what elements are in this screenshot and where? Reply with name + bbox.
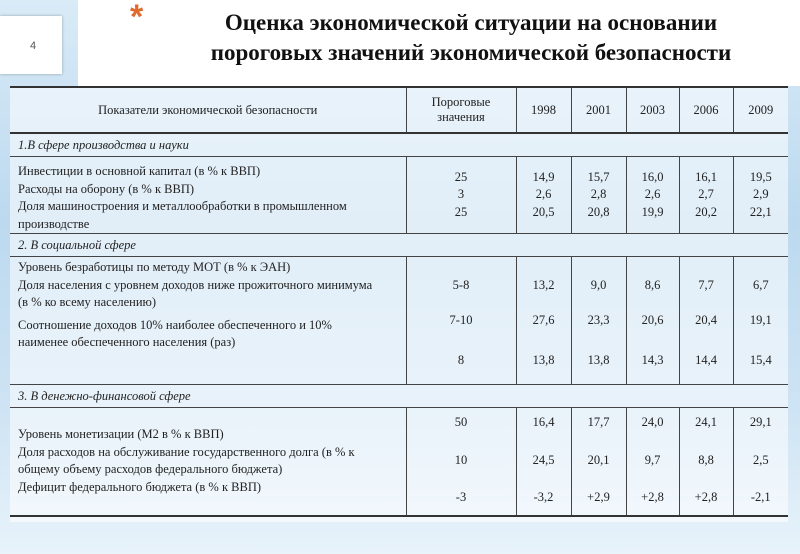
data-value: 2,9 <box>752 187 769 202</box>
data-value: 24,1 <box>695 415 717 429</box>
threshold-value: 7-10 <box>449 312 473 327</box>
data-value: 17,7 <box>587 415 610 429</box>
data-value: 19,9 <box>641 204 664 219</box>
title-line-1: Оценка экономической ситуации на основании <box>224 10 718 35</box>
threshold-value: 5-8 <box>452 278 470 292</box>
section-header-row <box>10 234 788 257</box>
year-cell <box>626 257 679 385</box>
data-value: 2,7 <box>698 187 714 202</box>
data-value: 8,8 <box>698 452 714 467</box>
data-value: +2,8 <box>694 490 718 504</box>
data-value: 20,5 <box>532 204 555 219</box>
data-value: -2,1 <box>750 490 771 504</box>
table-row <box>10 408 788 516</box>
threshold-value: 3 <box>457 187 465 202</box>
data-value: 6,7 <box>752 278 769 292</box>
header-year: 2006 <box>679 87 733 133</box>
data-value: 14,9 <box>532 169 555 184</box>
table-row <box>10 157 788 234</box>
header-indicators: Показатели экономической безопасности <box>10 87 406 133</box>
indicator-label: Уровень монетизации (М2 в % к ВВП) <box>18 427 224 441</box>
threshold-cell <box>406 157 516 234</box>
year-cell <box>733 257 788 385</box>
threshold-value: 8 <box>457 353 465 367</box>
indicator-label: Доля машиностроения и металлообработки в промышленном <box>18 199 347 213</box>
page-title <box>146 8 796 68</box>
header-year: 2003 <box>626 87 679 133</box>
indicator-cell <box>10 257 406 385</box>
year-cell <box>516 257 571 385</box>
year-cell <box>571 257 626 385</box>
indicator-label: производстве <box>18 216 90 231</box>
threshold-value: 10 <box>454 452 468 467</box>
data-value: 16,4 <box>532 415 555 429</box>
data-value: 29,1 <box>749 415 772 429</box>
threshold-value: 25 <box>454 204 468 219</box>
data-value: +2,9 <box>587 490 610 504</box>
indicator-label: Доля расходов на обслуживание государственного долга (в % к <box>18 444 355 459</box>
data-value: 22,1 <box>749 204 772 219</box>
threshold-value: -3 <box>455 490 467 504</box>
indicator-label: общему объему расходов федерального бюджета) <box>18 462 283 476</box>
data-value: 23,3 <box>587 312 610 327</box>
data-value: 2,6 <box>644 187 661 202</box>
header-threshold: Пороговые значения <box>406 87 516 133</box>
data-value: 8,6 <box>644 278 661 292</box>
data-value: 2,8 <box>590 187 607 202</box>
year-cell <box>626 408 679 516</box>
table-header-row <box>10 87 788 133</box>
data-value: 27,6 <box>532 312 555 327</box>
indicator-cell <box>10 157 406 234</box>
indicator-label: Уровень безработицы по методу МОТ (в % к ЭАН) <box>18 260 291 274</box>
section-header-row <box>10 133 788 157</box>
data-value: 20,4 <box>695 312 717 327</box>
data-value: 13,8 <box>587 353 610 367</box>
data-value: 16,0 <box>641 169 664 184</box>
year-cell <box>679 408 733 516</box>
threshold-value: 25 <box>454 169 468 184</box>
title-asterisk: * <box>130 0 144 36</box>
year-cell <box>516 408 571 516</box>
header-year: 1998 <box>516 87 571 133</box>
data-value: 24,0 <box>641 415 664 429</box>
slide-number: 4 <box>30 40 37 52</box>
data-value: 20,8 <box>587 204 610 219</box>
indicator-label: наименее обеспеченного населения (раз) <box>18 335 236 349</box>
section-title: 1.В сфере производства и науки <box>10 133 788 157</box>
year-cell <box>679 157 733 234</box>
data-value: 9,0 <box>590 278 607 292</box>
indicator-cell <box>10 408 406 516</box>
indicator-label: Расходы на оборону (в % к ВВП) <box>18 181 195 196</box>
section-title: 3. В денежно-финансовой сфере <box>10 385 788 408</box>
data-value: 15,7 <box>587 169 610 184</box>
year-cell <box>571 157 626 234</box>
security-thresholds-table <box>10 86 788 517</box>
data-value: 20,6 <box>641 312 664 327</box>
year-cell <box>679 257 733 385</box>
data-value: 13,8 <box>532 353 555 367</box>
year-cell <box>571 408 626 516</box>
year-cell <box>626 157 679 234</box>
year-cell <box>733 157 788 234</box>
indicator-label: Доля населения с уровнем доходов ниже прожиточного минимума <box>18 277 373 292</box>
threshold-value: 50 <box>454 415 468 429</box>
indicator-label: Дефицит федерального бюджета (в % к ВВП) <box>18 479 262 494</box>
data-value: 15,4 <box>749 353 772 367</box>
data-value: 7,7 <box>698 278 714 292</box>
data-value: 20,1 <box>587 452 610 467</box>
threshold-cell <box>406 257 516 385</box>
data-value: 19,5 <box>749 169 772 184</box>
year-cell <box>733 408 788 516</box>
data-value: 24,5 <box>532 452 555 467</box>
indicator-label: Инвестиции в основной капитал (в % к ВВП) <box>18 164 261 178</box>
data-value: 9,7 <box>644 452 661 467</box>
title-line-2: пороговых значений экономической безопасности <box>210 40 732 65</box>
data-value: 2,6 <box>535 187 552 202</box>
data-value: 13,2 <box>532 278 555 292</box>
header-year: 2009 <box>733 87 788 133</box>
data-value: 14,3 <box>641 353 664 367</box>
data-value: 2,5 <box>752 452 769 467</box>
threshold-cell <box>406 408 516 516</box>
data-value: 19,1 <box>749 312 772 327</box>
section-header-row <box>10 385 788 408</box>
indicator-label: (в % ко всему населению) <box>18 295 157 309</box>
header-year: 2001 <box>571 87 626 133</box>
table-container <box>10 86 788 522</box>
year-cell <box>516 157 571 234</box>
data-value: -3,2 <box>533 490 554 504</box>
indicator-label: Соотношение доходов 10% наиболее обеспеченного и 10% <box>18 317 332 332</box>
data-value: +2,8 <box>641 490 664 504</box>
data-value: 14,4 <box>695 353 717 367</box>
data-value: 16,1 <box>695 169 717 184</box>
section-title: 2. В социальной сфере <box>10 234 788 257</box>
data-value: 20,2 <box>695 204 717 219</box>
table-row <box>10 257 788 385</box>
